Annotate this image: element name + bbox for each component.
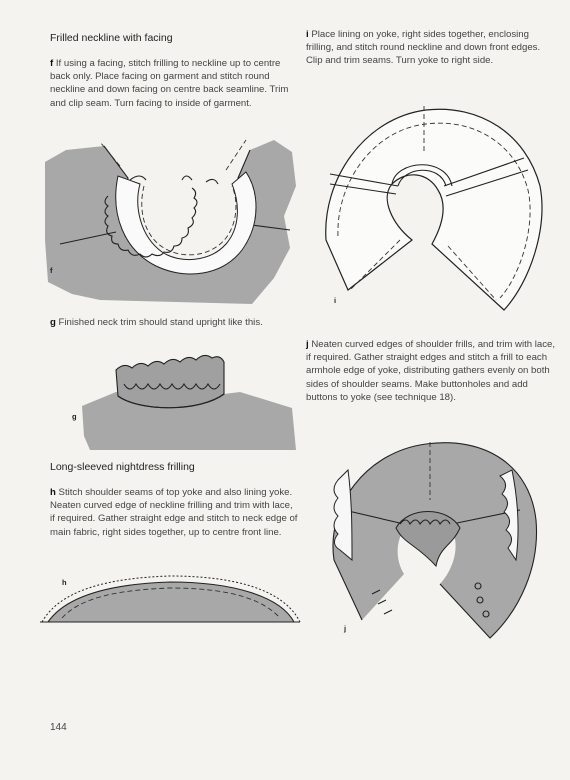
instruction-h-text: Stitch shoulder seams of top yoke and also lining yoke. Neaten curved edge of neckline frilling and trim with lace, if required. Gather straight edge and stitch to neck edge of main fabric, right sides together, up to centre front line. [50,487,298,538]
instruction-j-text: Neaten curved edges of shoulder frills, and trim with lace, if required. Gather straight edges and stitch a frill to each armhole edge of yoke, distributing gathers evenly on both sides of shoulder seams. Make buttonholes and add buttons to yoke (see technique 18). [306,339,556,403]
step-letter-j: j [306,339,309,350]
instruction-i-text: Place lining on yoke, right sides together, enclosing frilling, and stitch round neckline and down front edges. Clip and trim seams. Turn yoke to right side. [306,29,541,67]
step-letter-i: i [306,29,309,40]
instruction-g-text: Finished neck trim should stand upright like this. [58,317,263,328]
instruction-f-text: If using a facing, stitch frilling to neckline up to centre back only. Place facing on garment and stitch round neckline and down facing on centre back seamline. Trim and clip seam. Turn facing to inside of garment. [50,58,289,109]
figure-label-h: h [62,578,67,587]
section-heading-frilled-neckline: Frilled neckline with facing [50,32,173,44]
figure-label-i: i [334,296,337,305]
section-heading-nightdress-frilling: Long-sleeved nightdress frilling [50,461,195,473]
figure-label-g: g [72,412,77,421]
page-number: 144 [50,722,67,733]
step-letter-h: h [50,487,56,498]
figure-label-f: f [50,266,53,275]
step-letter-f: f [50,58,54,69]
step-letter-g: g [50,317,56,328]
figure-label-j: j [344,624,347,633]
